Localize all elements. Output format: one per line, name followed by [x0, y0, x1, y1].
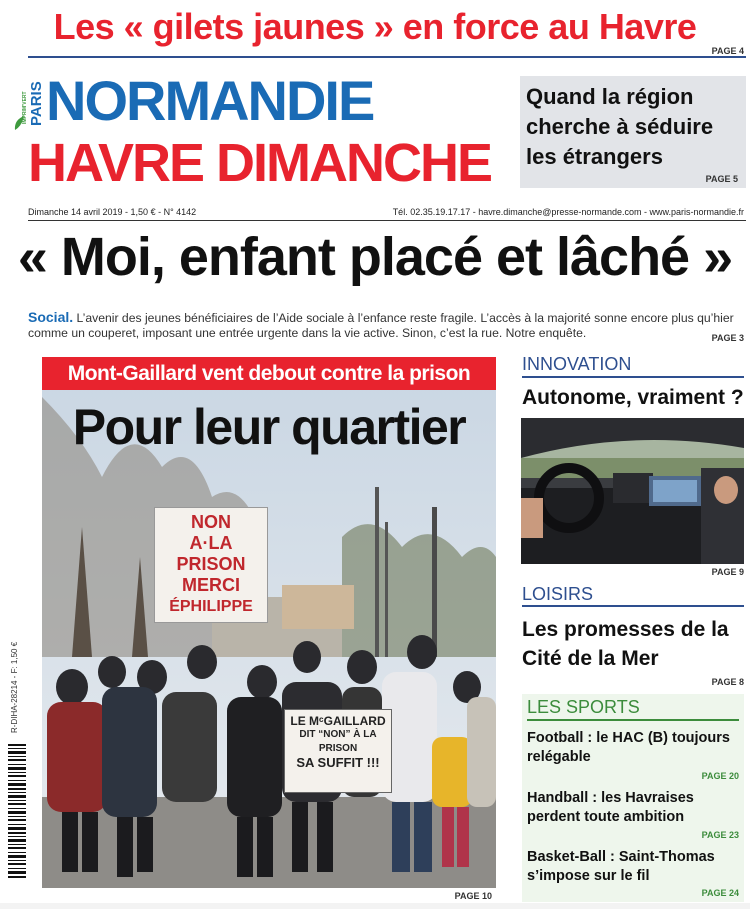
placard-non-a-la-prison — [154, 507, 268, 623]
placard-line: NON — [191, 512, 231, 532]
top-banner-page-ref: PAGE 4 — [711, 46, 744, 56]
section-loisirs-rule — [522, 605, 744, 607]
dek-kicker: Social. — [28, 309, 74, 325]
promo-page-ref: PAGE 5 — [705, 174, 738, 184]
loisirs-title[interactable]: Les promesses de la Cité de la Mer — [522, 618, 729, 670]
top-banner-headline[interactable]: Les « gilets jaunes » en force au Havre — [53, 6, 697, 47]
loisirs-page-ref: PAGE 8 — [711, 677, 744, 687]
section-innovation-rule — [522, 376, 744, 378]
masthead-paris: PARIS — [28, 81, 45, 126]
section-sports-rule — [527, 719, 739, 721]
main-story-page-ref: PAGE 3 — [711, 333, 744, 343]
placard-line: A·LA — [189, 533, 233, 553]
masthead-paris-vertical — [28, 80, 44, 128]
sports-item-page: PAGE 20 — [701, 771, 739, 781]
photo-story-page-ref: PAGE 10 — [454, 891, 492, 901]
masthead-divider — [28, 220, 746, 221]
sports-item-basketball[interactable]: Basket-Ball : Saint-Thomas s’impose sur le fil — [527, 849, 715, 884]
imprim-vert-label: IMPRIM'VERT — [22, 91, 28, 124]
main-headline[interactable]: « Moi, enfant placé et lâché » — [17, 227, 733, 287]
placard-line: DIT “NON” À LA PRISON — [299, 729, 377, 754]
price-code: R-DIHA-28214 - F: 1,50 € — [10, 641, 19, 733]
barcode — [6, 742, 28, 882]
promo-box[interactable] — [520, 76, 746, 188]
bottom-strip — [0, 903, 750, 909]
dateline: Dimanche 14 avril 2019 - 1,50 € - N° 4142 — [28, 207, 197, 217]
section-loisirs-label: LOISIRS — [522, 584, 594, 604]
sports-item-page: PAGE 23 — [701, 830, 739, 840]
sports-item-football[interactable]: Football : le HAC (B) toujours relégable — [527, 730, 730, 765]
placard-line: LE MᶜGAILLARD — [290, 714, 386, 728]
section-sports-label: LES SPORTS — [527, 697, 640, 717]
placard-line: PRISON — [176, 554, 246, 574]
placard-mont-gaillard — [284, 709, 392, 793]
price-code-vertical — [10, 625, 22, 735]
promo-title[interactable]: Quand la région cherche à séduire les étrangers — [526, 84, 714, 169]
masthead-havre-dimanche[interactable]: HAVRE DIMANCHE — [28, 133, 492, 193]
sports-item-page: PAGE 24 — [701, 888, 739, 898]
placard-line: MERCI — [182, 575, 240, 595]
innovation-title[interactable]: Autonome, vraiment ? — [522, 386, 744, 409]
section-innovation-label: INNOVATION — [522, 354, 632, 374]
placard-line: ÉPHILIPPE — [169, 598, 253, 615]
contact-line: Tél. 02.35.19.17.17 - havre.dimanche@presse-normande.com - www.paris-normandie.fr — [392, 207, 744, 217]
sports-box — [522, 694, 744, 902]
masthead-normandie[interactable]: NORMANDIE — [46, 69, 374, 132]
sports-item-handball[interactable]: Handball : les Havraises perdent toute ambition — [527, 790, 694, 825]
main-story-dek — [28, 310, 746, 341]
placard-line: SA SUFFIT !!! — [296, 755, 380, 770]
dek-text: L’avenir des jeunes bénéficiaires de l’Aide sociale à l’enfance reste fragile. L’accès à la majorité sonne encore plus qu’hier comme un couperet, imposant une entrée urgente dans la vie active. Sinon, c’est la rue. Notre enquête. — [28, 311, 734, 340]
innovation-page-ref: PAGE 9 — [711, 567, 744, 577]
banner-rule — [28, 56, 746, 58]
photo-story-title[interactable]: Pour leur quartier — [72, 399, 466, 455]
autonomous-car-photo[interactable] — [521, 418, 744, 564]
photo-story-kicker[interactable]: Mont-Gaillard vent debout contre la prison — [42, 357, 496, 390]
